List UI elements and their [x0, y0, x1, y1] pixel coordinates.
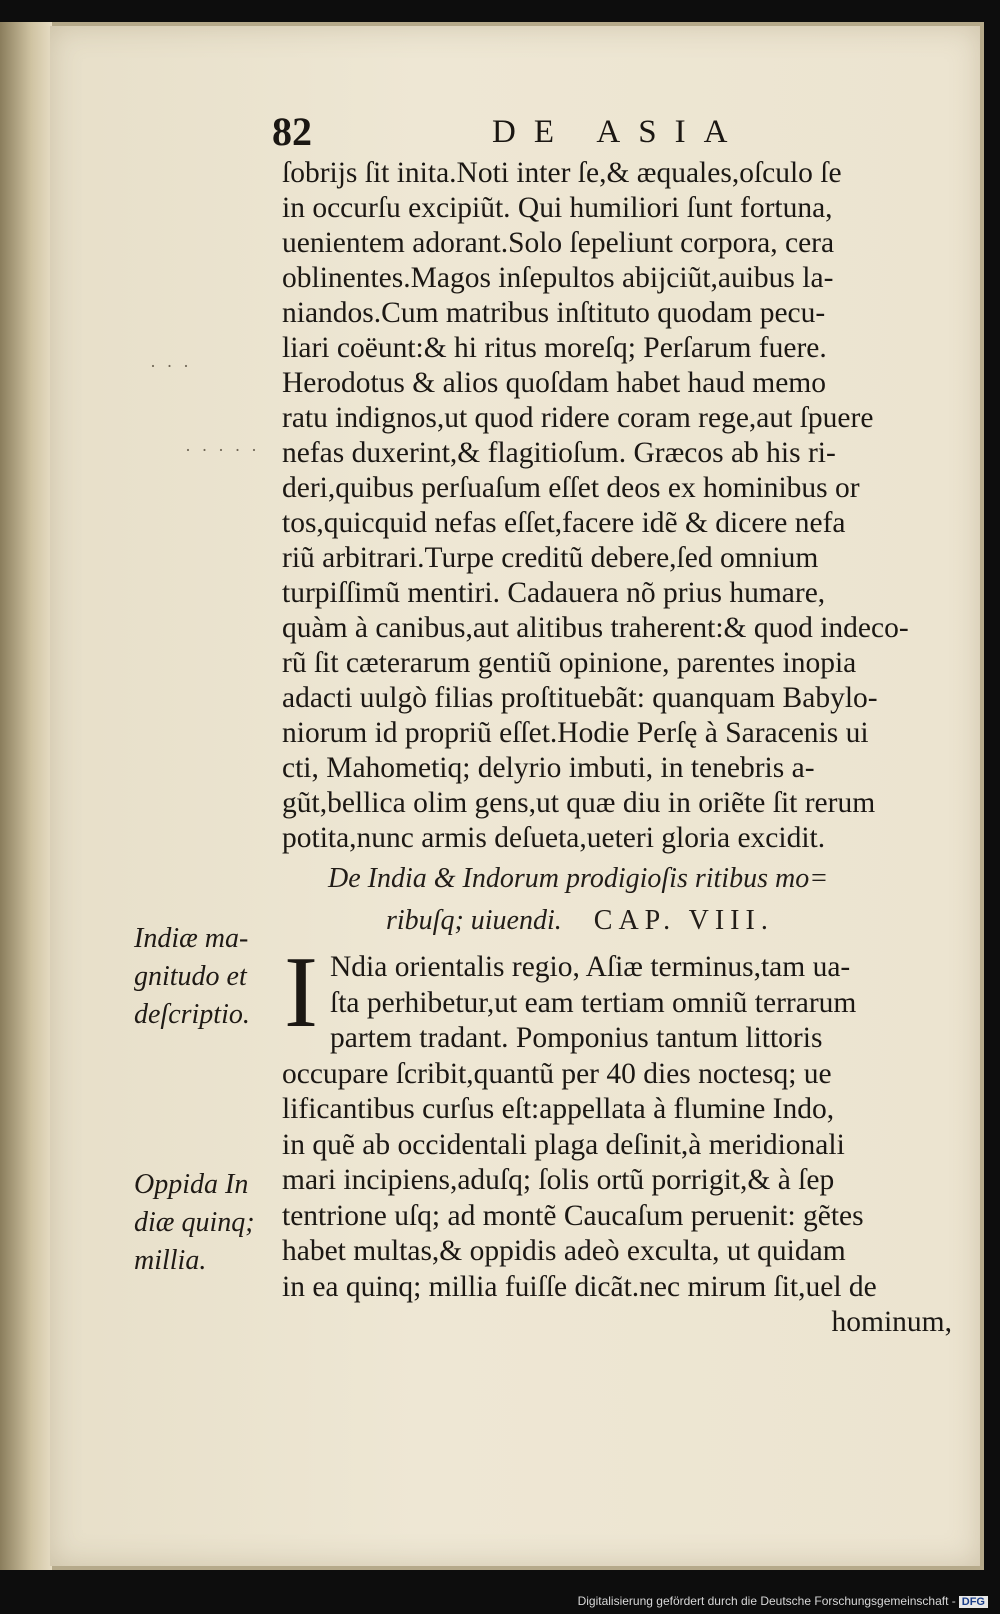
chapter-heading [328, 858, 928, 942]
text-line: uenientem adorant.Solo ſepeliunt corpora, cera [282, 227, 835, 259]
catchword: hominum, [831, 1306, 952, 1338]
marginal-pencil-mark: · · · [150, 356, 192, 376]
text-line: niandos.Cum matribus inſtituto quodam pecu- [282, 297, 826, 329]
text-line: in occurſu excipiũt. Qui humiliori ſunt fortuna, [282, 192, 833, 224]
margin-note-line: gnitudo et [134, 961, 247, 992]
margin-note-line: deſcriptio. [134, 999, 250, 1030]
margin-note-line: Oppida In [134, 1169, 249, 1200]
chapter-heading-line [328, 900, 928, 942]
text-line: cti, Mahometiq; delyrio imbuti, in tenebris a- [282, 752, 815, 784]
text-line: occupare ſcribit,quantũ per 40 dies noctesq; ue [282, 1057, 832, 1090]
text-line: lificantibus curſus eſt:appellata à flumine Indo, [282, 1093, 835, 1125]
text-line: oblinentes.Magos inſepultos abijciũt,auibus la- [282, 262, 834, 294]
text-line: tos,quicquid nefas eſſet,facere idẽ & dicere nefa [282, 507, 846, 539]
marginal-pencil-mark: · · · · · [185, 440, 260, 460]
text-line: turpiſſimũ mentiri. Cadauera nõ prius humare, [282, 577, 826, 609]
text-line: riũ arbitrari.Turpe creditũ debere,ſed omnium [282, 542, 819, 574]
text-line: liari coëunt:& hi ritus moreſq; Perſarum fuere. [282, 332, 827, 364]
paragraph-persian-customs [282, 156, 962, 856]
text-line: deri,quibus perſuaſum eſſet deos ex hominibus or [282, 472, 860, 504]
chapter-number: CAP. VIII. [593, 905, 774, 936]
text-line: nefas duxerint,& flagitioſum. Græcos ab his ri- [282, 437, 836, 469]
text-line: adacti uulgò filias proſtituebãt: quanquam Babylo- [282, 682, 878, 714]
running-title: DE ASIA [492, 114, 746, 150]
running-head [272, 108, 972, 158]
margin-note-line: Indiæ ma- [134, 923, 249, 954]
credit-text: Digitalisierung gefördert durch die Deutsche Forschungsgemeinschaft - [577, 1594, 956, 1608]
text-line: quàm à canibus,aut alitibus traherent:& quod indeco- [282, 612, 909, 644]
text-line: habet multas,& oppidis adeò exculta, ut quidam [282, 1235, 846, 1267]
margin-note-towns [134, 1166, 284, 1280]
text-line: ratu indignos,ut quod ridere coram rege,aut ſpuere [282, 402, 874, 434]
dfg-logo: DFG [959, 1596, 988, 1608]
drop-cap: I [284, 936, 318, 1049]
text-line: in ea quinq; millia fuiſſe dicãt.nec mirum ſit,uel de [282, 1270, 877, 1303]
page-number: 82 [272, 109, 312, 154]
book-spine [0, 22, 52, 1570]
chapter-heading-line: De India & Indorum prodigioſis ritibus mo= [328, 863, 829, 894]
text-line: tentrione uſq; ad montẽ Caucaſum peruenit: gẽtes [282, 1199, 864, 1232]
text-line: gũt,bellica olim gens,ut quæ diu in oriẽte ſit rerum [282, 787, 876, 819]
text-line: niorum id propriũ eſſet.Hodie Perſę à Saracenis ui [282, 717, 869, 749]
margin-note-line: millia. [134, 1245, 207, 1276]
text-line: rũ ſit cæterarum gentiũ opinione, parentes inopia [282, 647, 857, 679]
text-line: Herodotus & alios quoſdam habet haud memo [282, 367, 827, 399]
margin-note-india-size [134, 920, 284, 1034]
text-line: potita,nunc armis deſueta,ueteri gloria excidit. [282, 822, 826, 854]
text-line: ſobrijs ſit inita.Noti inter ſe,& æquales,oſculo ſe [282, 157, 842, 189]
text-line: in quẽ ab occidentali plaga deſinit,à meridionali [282, 1128, 845, 1161]
text-line: Ndia orientalis regio, Aſiæ terminus,tam ua- [330, 951, 851, 983]
text-line: ſta perhibetur,ut eam tertiam omniũ terrarum [330, 986, 857, 1019]
chapter-heading-text: ribuſq; uiuendi. [386, 905, 562, 936]
digitization-credit [578, 1594, 988, 1608]
margin-note-line: diæ quinq; [134, 1207, 255, 1238]
text-line: mari incipiens,aduſq; ſolis ortũ porrigit,& à ſep [282, 1164, 835, 1196]
text-line: partem tradant. Pomponius tantum littoris [330, 1022, 823, 1054]
paragraph-india [282, 950, 962, 1341]
